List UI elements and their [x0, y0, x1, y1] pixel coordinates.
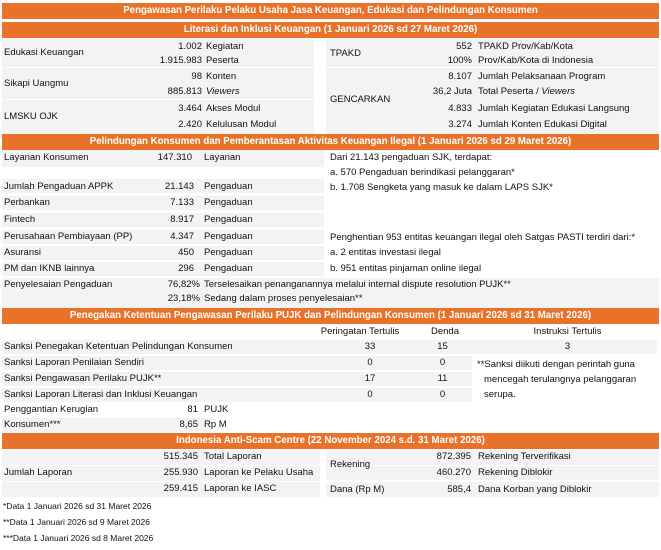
- sikapi-uangmu-label: Sikapi Uangmu: [4, 78, 69, 89]
- sanksi-row-2-denda: 11: [437, 373, 448, 384]
- pm-iknb-value: 296: [178, 263, 194, 274]
- tpakd-value-1: 100%: [447, 55, 472, 66]
- ganti-rugi-label-1: Konsumen***: [4, 419, 61, 430]
- sjk-line-0: Dari 21.143 pengaduan SJK, terdapat:: [330, 152, 493, 163]
- perbankan-label: Perbankan: [4, 197, 50, 208]
- appk-row-label: Jumlah Pengaduan APPK: [4, 181, 114, 192]
- edukasi-unit-0: Kegiatan: [206, 41, 244, 52]
- rekening-unit-0: Rekening Terverifikasi: [478, 451, 571, 462]
- footnote-1: **Data 1 Januari 2026 sd 9 Maret 2026: [3, 517, 150, 527]
- appk-row-unit: Pengaduan: [204, 181, 253, 192]
- laporan-unit-0: Total Laporan: [204, 451, 262, 462]
- tpakd-label: TPAKD: [330, 48, 361, 59]
- sanksi-row-1-denda: 0: [439, 357, 446, 368]
- dana-value: 585,4: [447, 484, 471, 495]
- pasti-line-1: a. 2 entitas investasi ilegal: [330, 247, 441, 258]
- sanksi-row-1-peringatan: 0: [367, 357, 373, 368]
- sanksi-row-3-label: Sanksi Laporan Literasi dan Inklusi Keuangan: [4, 389, 198, 400]
- ganti-rugi-unit-1: Rp M: [204, 419, 227, 430]
- col-header-peringatan: Peringatan Tertulis: [320, 326, 400, 337]
- footnote-0: *Data 1 Januari 2026 sd 31 Maret 2026: [3, 501, 152, 511]
- pm-iknb-label: PM dan IKNB lainnya: [4, 263, 95, 274]
- sjk-line-1: a. 570 Pengaduan berindikasi pelanggaran*: [330, 167, 515, 178]
- pasti-line-0: Penghentian 953 entitas keuangan ilegal oleh Satgas PASTI terdiri dari:*: [330, 232, 636, 243]
- sanksi-row-0-instruksi: 3: [564, 341, 571, 352]
- sanksi-row-0-label: Sanksi Penegakan Ketentuan Pelindungan Konsumen: [4, 341, 233, 352]
- footnote-2: ***Data 1 Januari 2026 sd 8 Maret 2026: [3, 533, 154, 543]
- fintech-label: Fintech: [4, 214, 36, 225]
- edukasi-value-0: 1.002: [178, 41, 202, 52]
- penyelesaian-value-1: 23,18%: [167, 293, 200, 304]
- gencarkan-unit-1: [478, 86, 575, 98]
- layanan-konsumen-unit: Layanan: [204, 152, 241, 163]
- lmsku-value-1: 2.420: [178, 119, 202, 130]
- section-header-pelindungan: Pelindungan Konsumen dan Pemberantasan Aktivitas Keuangan Ilegal (1 Januari 2026 sd 29 Maret 2026): [2, 134, 659, 150]
- pm-iknb-unit: Pengaduan: [204, 263, 253, 274]
- sanksi-note-0: **Sanksi diikuti dengan perintah guna: [477, 359, 635, 370]
- gencarkan-unit-2: Jumlah Kegiatan Edukasi Langsung: [478, 103, 630, 114]
- asuransi-label: Asuransi: [4, 247, 41, 258]
- fintech-unit: Pengaduan: [204, 214, 253, 225]
- asuransi-unit: Pengaduan: [204, 247, 253, 258]
- page-title: Pengawasan Perilaku Pelaku Usaha Jasa Keuangan, Edukasi dan Pelindungan Konsumen: [2, 3, 659, 19]
- sanksi-row-2-label: Sanksi Pengawasan Perilaku PUJK**: [4, 373, 162, 384]
- ganti-rugi-label-0: Penggantian Kerugian: [4, 404, 99, 415]
- jumlah-laporan-label: Jumlah Laporan: [4, 467, 73, 478]
- gencarkan-unit-1-text: Total Peserta /: [478, 86, 542, 97]
- penyelesaian-label: Penyelesaian Pengaduan: [4, 279, 113, 290]
- col-header-instruksi: Instruksi Tertulis: [533, 326, 602, 337]
- lmsku-unit-1: Kelulusan Modul: [206, 119, 277, 130]
- laporan-value-2: 259.415: [163, 483, 198, 494]
- sanksi-row-2-peringatan: 17: [364, 373, 376, 384]
- fintech-value: 8.917: [170, 214, 194, 225]
- sanksi-row-0-peringatan: 33: [364, 341, 376, 352]
- perbankan-unit: Pengaduan: [204, 197, 253, 208]
- gencarkan-value-3: 3.274: [448, 119, 472, 130]
- edukasi-value-1: 1.915.983: [159, 55, 202, 66]
- sikapi-unit-0: Konten: [206, 71, 237, 82]
- laporan-value-1: 255.930: [163, 467, 198, 478]
- rekening-value-1: 460.270: [436, 467, 471, 478]
- laporan-value-0: 515.345: [163, 451, 198, 462]
- section-header-iasc: Indonesia Anti-Scam Centre (22 November 2024 s.d. 31 Maret 2026): [2, 433, 659, 449]
- perbankan-value: 7.133: [170, 197, 194, 208]
- gencarkan-unit-1-viewers: Viewers: [541, 86, 575, 97]
- sikapi-value-1: 885.813: [167, 86, 202, 97]
- laporan-unit-1: Laporan ke Pelaku Usaha: [204, 467, 314, 478]
- sanksi-row-1-label: Sanksi Laporan Penilaian Sendiri: [4, 357, 144, 368]
- sanksi-note-2: serupa.: [484, 389, 516, 400]
- tpakd-unit-0: TPAKD Prov/Kab/Kota: [478, 41, 573, 52]
- tpakd-value-0: 552: [456, 41, 472, 52]
- rekening-value-0: 872.395: [436, 451, 471, 462]
- rekening-label: Rekening: [330, 459, 371, 470]
- gencarkan-unit-3: Jumlah Konten Edukasi Digital: [478, 119, 607, 130]
- ganti-rugi-value-0: 81: [187, 404, 198, 415]
- penyelesaian-text-0: Terselesaikan penanganannya melalui internal dispute resolution PUJK**: [204, 279, 511, 290]
- lmsku-unit-0: Akses Modul: [206, 103, 261, 114]
- dana-unit: Dana Korban yang Diblokir: [478, 484, 592, 495]
- gencarkan-value-1: 36,2 Juta: [432, 86, 472, 97]
- pp-value: 4.347: [170, 231, 194, 242]
- penyelesaian-value-0: 76,82%: [167, 279, 200, 290]
- sanksi-row-3-denda: 0: [439, 389, 446, 400]
- laporan-unit-2: Laporan ke IASC: [204, 483, 277, 494]
- rekening-unit-1: Rekening Diblokir: [478, 467, 553, 478]
- gencarkan-value-0: 8.107: [448, 71, 472, 82]
- section-header-literasi: Literasi dan Inklusi Keuangan (1 Januari 2026 sd 27 Maret 2026): [2, 22, 659, 38]
- section-header-penegakan: Penegakan Ketentuan Pengawasan Perilaku PUJK dan Pelindungan Konsumen (1 Januari 2026 sd 31 Maret 2026): [2, 308, 659, 324]
- col-header-denda: Denda: [431, 326, 459, 337]
- layanan-konsumen-value: 147.310: [157, 152, 192, 163]
- appk-row-value: 21.143: [164, 181, 194, 192]
- sikapi-value-0: 98: [191, 71, 202, 82]
- ganti-rugi-unit-0: PUJK: [204, 404, 229, 415]
- layanan-konsumen-label: Layanan Konsumen: [4, 152, 89, 163]
- sanksi-row-0-denda: 15: [437, 341, 448, 352]
- asuransi-value: 450: [178, 247, 194, 258]
- lmsku-value-0: 3.464: [178, 103, 202, 114]
- sikapi-unit-1: Viewers: [206, 86, 240, 97]
- gencarkan-label: GENCARKAN: [330, 94, 391, 105]
- sjk-line-2: b. 1.708 Sengketa yang masuk ke dalam LAPS SJK*: [330, 182, 553, 193]
- gencarkan-value-2: 4.833: [448, 103, 472, 114]
- ganti-rugi-value-1: 8,65: [179, 419, 198, 430]
- edukasi-unit-1: Peserta: [206, 55, 239, 66]
- tpakd-unit-1: Prov/Kab/Kota di Indonesia: [478, 55, 594, 66]
- dana-label: Dana (Rp M): [330, 484, 385, 495]
- penyelesaian-text-1: Sedang dalam proses penyelesaian**: [204, 293, 363, 304]
- gencarkan-unit-0: Jumlah Pelaksanaan Program: [478, 71, 606, 82]
- pp-unit: Pengaduan: [204, 231, 253, 242]
- pp-label: Perusahaan Pembiayaan (PP): [4, 231, 133, 242]
- lmsku-label: LMSKU OJK: [4, 111, 58, 122]
- sanksi-note-1: mencegah terulangnya pelanggaran: [484, 374, 637, 385]
- pasti-line-2: b. 951 entitas pinjaman online ilegal: [330, 263, 482, 274]
- edukasi-keuangan-label: Edukasi Keuangan: [4, 47, 84, 58]
- sanksi-row-3-peringatan: 0: [367, 389, 373, 400]
